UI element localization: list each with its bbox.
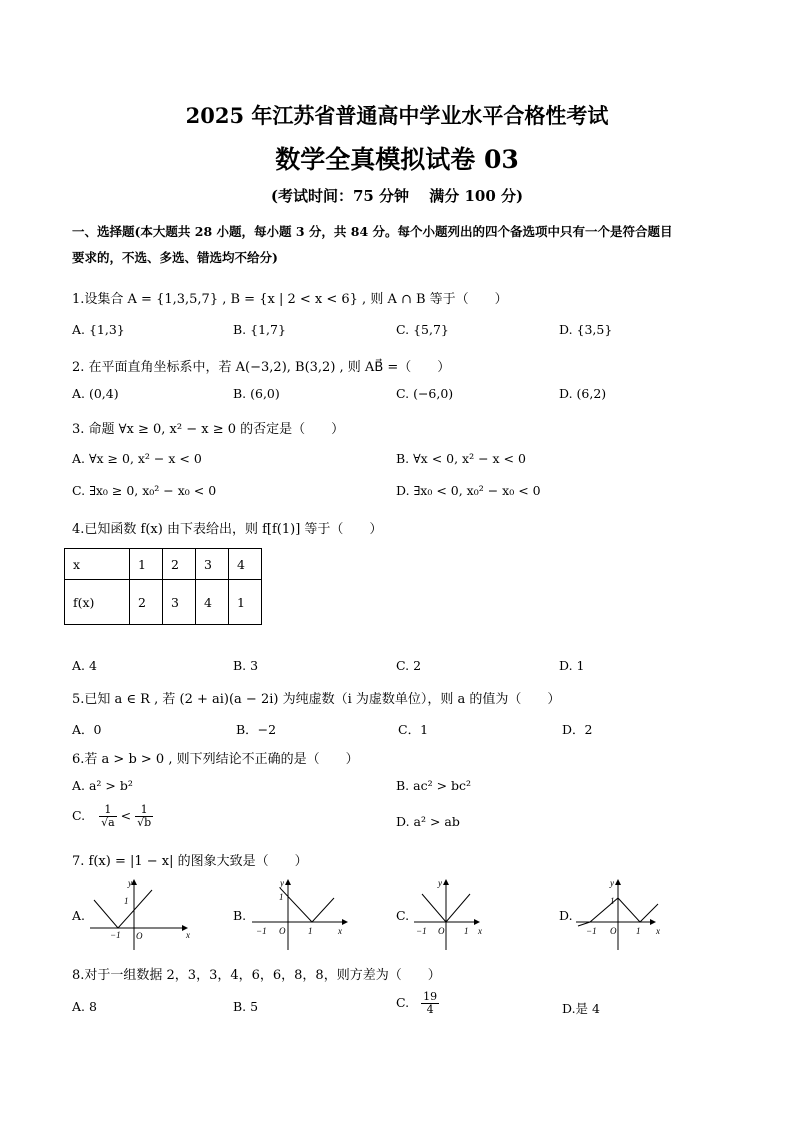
tick-one-y: 1 (610, 896, 615, 906)
axis-x-label: x (338, 926, 342, 936)
fraction-denominator: √b (137, 816, 152, 830)
q4-option-d: D. 1 (559, 658, 585, 673)
q1-option-b: B. {1,7} (233, 322, 286, 337)
q8-fraction (421, 991, 439, 1016)
q3-option-a: A. ∀x ≥ 0, x² − x < 0 (72, 451, 202, 466)
fraction-denominator: 4 (426, 1003, 434, 1017)
q5-option-c: C．1 (398, 722, 429, 737)
question-3-stem: 3. 命题 ∀x ≥ 0, x² − x ≥ 0 的否定是（ ） (72, 422, 345, 437)
axis-x-label: x (186, 930, 190, 940)
fraction-denominator: √a (101, 816, 115, 830)
tick-neg-one: −1 (110, 930, 121, 940)
axis-x-label: x (478, 926, 482, 936)
q5-option-a: A．0 (72, 722, 102, 737)
less-than-sign: < (120, 808, 132, 824)
q8-option-c (396, 991, 439, 1016)
tick-one-y: 1 (124, 896, 129, 906)
tick-one-x: 1 (308, 926, 313, 936)
fraction-numerator: 19 (423, 990, 438, 1003)
q7-graph-d (574, 876, 680, 952)
q7-graph-b (250, 876, 356, 952)
q7-label-d: D. (559, 908, 573, 923)
q7-graph-c (412, 876, 518, 952)
question-6-stem: 6.若 a > b > 0 , 则下列结论不正确的是（ ） (72, 752, 359, 767)
axis-y-label: y (128, 878, 132, 888)
paper-title: 数学全真模拟试卷 03 (275, 145, 519, 174)
q1-option-c: C. {5,7} (396, 322, 449, 337)
table-cell: 2 (163, 549, 196, 580)
question-5-stem: 5.已知 a ∈ R , 若 (2 + ai)(a − 2i) 为纯虚数（i 为虚数单位），则 a 的值为（ ） (72, 692, 561, 707)
q6-fraction-1 (99, 804, 117, 829)
q6-option-c (72, 804, 153, 829)
table-header-x: x (65, 549, 130, 580)
tick-one-x: 1 (636, 926, 641, 936)
q2-option-a: A. (0,4) (72, 386, 119, 401)
tick-one-y: 1 (279, 892, 284, 902)
table-cell: 3 (163, 580, 196, 625)
question-7-stem: 7. f(x) = |1 − x| 的图象大致是（ ） (72, 854, 308, 869)
q8-option-a: A. 8 (72, 999, 97, 1014)
table-cell: 4 (229, 549, 262, 580)
origin-label: O (279, 926, 286, 936)
exam-title: 2025 年江苏省普通高中学业水平合格性考试 (185, 103, 609, 128)
question-4-stem: 4.已知函数 f(x) 由下表给出，则 f[f(1)] 等于（ ） (72, 522, 383, 537)
question-2-stem: 2. 在平面直角坐标系中，若 A(−3,2), B(3,2) , 则 AB⃗ =（ ） (72, 360, 451, 375)
section-instructions-line2: 要求的，不选、多选、错选均不给分) (72, 250, 278, 265)
exam-info: (考试时间：75 分钟 满分 100 分) (270, 187, 524, 205)
axis-x-label: x (656, 926, 660, 936)
table-cell: 4 (196, 580, 229, 625)
q7-label-b: B. (233, 908, 247, 923)
q1-option-d: D. {3,5} (559, 322, 613, 337)
q7-label-c: C. (396, 908, 410, 923)
q1-option-a: A. {1,3} (72, 322, 125, 337)
table-header-fx: f(x) (65, 580, 130, 625)
q6-option-b: B. ac² > bc² (396, 778, 472, 793)
table-cell: 1 (130, 549, 163, 580)
origin-label: O (136, 931, 143, 941)
table-cell: 1 (229, 580, 262, 625)
q6-option-a: A. a² > b² (72, 778, 133, 793)
origin-label: O (438, 926, 445, 936)
tick-one-x: 1 (464, 926, 469, 936)
function-table (64, 548, 262, 625)
q2-option-d: D. (6,2) (559, 386, 607, 401)
q2-option-c: C. (−6,0) (396, 386, 454, 401)
axis-y-label: y (438, 878, 442, 888)
q6-option-c-label: C. (72, 808, 86, 824)
q7-graph-a (88, 876, 194, 952)
table-cell: 2 (130, 580, 163, 625)
q4-option-c: C. 2 (396, 658, 422, 673)
table-cell: 3 (196, 549, 229, 580)
fraction-numerator: 1 (135, 804, 153, 817)
q6-option-d: D. a² > ab (396, 814, 460, 829)
question-8-stem: 8.对于一组数据 2，3，3，4，6，6，8，8，则方差为（ ） (72, 968, 441, 983)
q3-option-b: B. ∀x < 0, x² − x < 0 (396, 451, 526, 466)
q7-label-a: A. (72, 908, 86, 923)
tick-neg-one: −1 (586, 926, 597, 936)
q3-option-d: D. ∃x₀ < 0, x₀² − x₀ < 0 (396, 483, 541, 498)
q8-option-b: B. 5 (233, 999, 259, 1014)
q4-option-a: A. 4 (72, 658, 97, 673)
q8-option-c-label: C. (396, 995, 410, 1011)
q6-fraction-2 (135, 804, 153, 829)
origin-label: O (610, 926, 617, 936)
q3-option-c: C. ∃x₀ ≥ 0, x₀² − x₀ < 0 (72, 483, 217, 498)
tick-neg-one: −1 (416, 926, 427, 936)
tick-neg-one: −1 (256, 926, 267, 936)
q5-option-b: B．−2 (236, 722, 277, 737)
axis-y-label: y (610, 878, 614, 888)
q2-option-b: B. (6,0) (233, 386, 280, 401)
q5-option-d: D．2 (562, 722, 593, 737)
q4-option-b: B. 3 (233, 658, 259, 673)
question-1-stem: 1.设集合 A = {1,3,5,7} , B = {x | 2 < x < 6} , 则 A ∩ B 等于（ ） (72, 292, 508, 307)
axis-y-label: y (280, 878, 284, 888)
section-instructions-line1: 一、选择题(本大题共 28 小题，每小题 3 分，共 84 分。每个小题列出的四个备选项中只有一个是符合题目 (72, 224, 673, 239)
fraction-numerator: 1 (99, 804, 117, 817)
q8-option-d: D.是 4 (562, 1001, 600, 1016)
